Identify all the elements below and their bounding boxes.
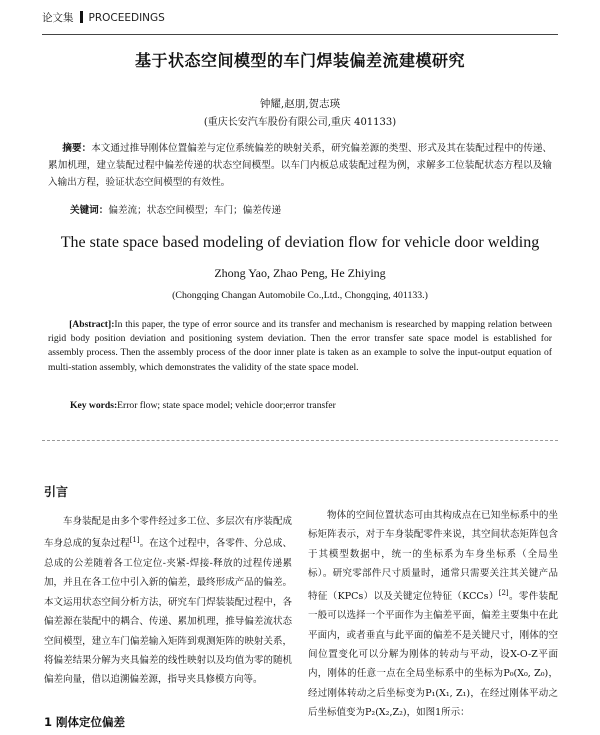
intro-left-text-2: 。在这个过程中，各零件、分总成、总成的公差随着各工位定位-夹紧-焊接-释放的过程传递累加，并且在各工位中引入新的偏差，最终形成产品的偏差。本文运用状态空间分析方法，研究车门焊装装配过程中，各偏差源在装配中的耦合、传递、累加机理，推导偏差流状态空间模型，建立车门偏差输入矩阵到观测矩阵的映射关系，将偏差结果分解为夹具偏差的线性映射以及均值为零的随机偏差向量，借以追溯偏差源，指导夹具修模方向等。 [44, 538, 292, 686]
citation-ref-1: [1] [129, 536, 140, 545]
section-divider [42, 440, 558, 441]
paper-title-cn: 基于状态空间模型的车门焊装偏差流建模研究 [134, 51, 465, 70]
paper-title-en: The state space based modeling of deviation flow for vehicle door welding [60, 234, 540, 251]
abstract-en-label: [Abstract]: [69, 319, 115, 330]
header-series: PROCEEDINGS [88, 12, 165, 24]
header-separator [80, 11, 83, 23]
abstract-en [48, 318, 552, 375]
affiliation-cn: (重庆长安汽车股份有限公司,重庆 401133) [203, 117, 397, 128]
intro-left-text-1: 车身装配是由多个零件经过多工位、多层次有序装配成车身总成的复杂过程 [44, 516, 292, 550]
section-heading-1: 1 刚体定位偏差 [44, 715, 126, 729]
section-heading-intro: 引言 [44, 485, 69, 499]
keywords-cn [70, 202, 552, 216]
authors-cn: 钟耀,赵朋,贺志瑛 [259, 98, 341, 110]
intro-left-column [44, 512, 292, 690]
keywords-en-text: Error flow; state space model; vehicle door;error transfer [117, 400, 336, 411]
abstract-cn [48, 140, 552, 191]
affiliation-en: (Chongqing Changan Automobile Co.,Ltd., Chongqing, 401133.) [172, 290, 428, 301]
header-section: 论文集 [42, 12, 74, 24]
abstract-cn-label: 摘要： [62, 143, 92, 154]
keywords-en [70, 400, 552, 411]
abstract-cn-text: 本文通过推导刚体位置偏差与定位系统偏差的映射关系，研究偏差源的类型、形式及其在装配过程中的传递、累加机理，建立装配过程中偏差传递的状态空间模型。以车门内板总成装配过程为例，求解多工位装配状态方程以及输入输出方程，验证状态空间模型的有效性。 [48, 143, 553, 188]
authors-en: Zhong Yao, Zhao Peng, He Zhiying [214, 266, 386, 280]
keywords-cn-text: 偏差流；状态空间模型；车门；偏差传递 [108, 205, 282, 216]
intro-right-text-1: 物体的空间位置状态可由其构成点在已知坐标系中的坐标矩阵表示，对于车身装配零件来说，其空间状态矩阵包含于其模型数据中，统一的坐标系为车身坐标系（全局坐标）。研究零部件尺寸质量时，通常只需要关注其关键产品特征（KPCs）以及关键定位特征（KCCs） [308, 510, 558, 602]
abstract-en-text: In this paper, the type of error source and its transfer and mechanism is researched by mapping relation between rigid body position deviation and positioning system deviation. Then the error transfer sate space model is established for assembly process. Then the assembly process of the door inner plate is taken as an example to solve the input-output equation of multi-station assembly, which demonstrates the validity of the state space model. [48, 319, 552, 373]
keywords-en-label: Key words: [70, 400, 118, 411]
keywords-cn-label: 关键词： [70, 205, 109, 216]
intro-right-column [308, 506, 558, 723]
header-rule [42, 34, 558, 35]
citation-ref-2: [2] [498, 588, 509, 597]
journal-header [42, 10, 165, 25]
intro-right-text-2: 。零件装配一般可以选择一个平面作为主偏差平面，偏差主要集中在此平面内，或者垂直与此平面的偏差不是关键尺寸，刚体的空间位置变化可以分解为刚体的转动与平动，设X-O-Z平面内，刚体的任意一点在全局坐标系中的坐标为P₀(X₀, Z₀)，经过刚体转动之后坐标变为P₁(X₁, Z₁)，在经过刚体平动之后坐标值变为P₂(X₂,Z₂)，如图1所示： [308, 590, 558, 719]
